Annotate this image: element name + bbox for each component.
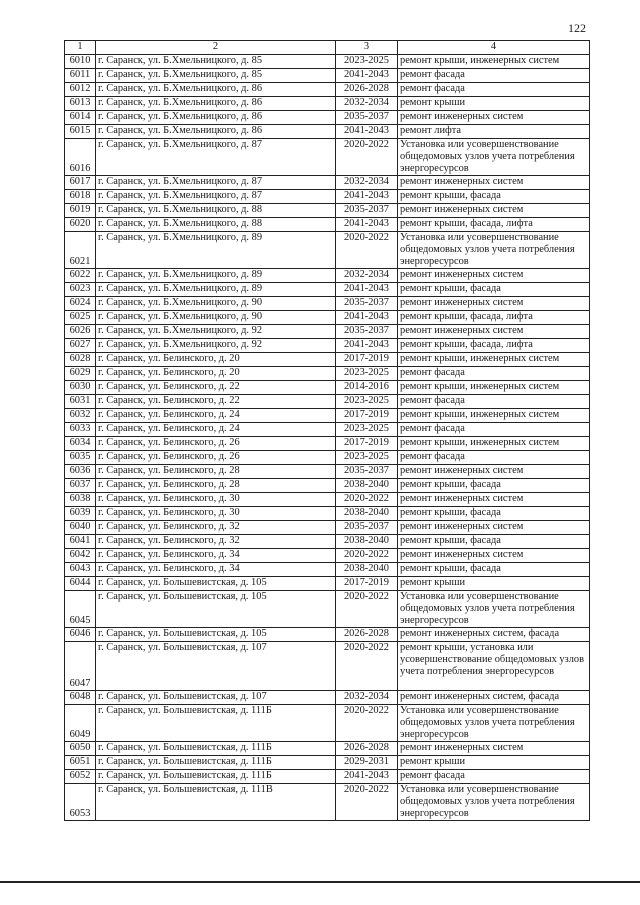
- row-work: ремонт инженерных систем: [398, 204, 590, 218]
- table-row: [65, 628, 590, 642]
- row-address: г. Саранск, ул. Большевистская, д. 105: [96, 577, 336, 591]
- row-address: г. Саранск, ул. Б.Хмельницкого, д. 90: [96, 297, 336, 311]
- row-address: г. Саранск, ул. Б.Хмельницкого, д. 87: [96, 139, 336, 176]
- table-row: [65, 55, 590, 69]
- table-row: [65, 111, 590, 125]
- row-work: ремонт крыши, инженерных систем: [398, 409, 590, 423]
- row-work: Установка или усовершенствование общедомовых узлов учета потребления энергоресурсов: [398, 139, 590, 176]
- table-row: [65, 283, 590, 297]
- row-address: г. Саранск, ул. Белинского, д. 32: [96, 521, 336, 535]
- row-number: 6046: [65, 628, 96, 642]
- column-header: 4: [398, 41, 590, 55]
- table-row: [65, 83, 590, 97]
- footer-rule: [0, 881, 640, 883]
- row-work: ремонт крыши, фасада: [398, 479, 590, 493]
- table-row: [65, 297, 590, 311]
- row-number: 6019: [65, 204, 96, 218]
- row-work: ремонт крыши, фасада, лифта: [398, 218, 590, 232]
- row-address: г. Саранск, ул. Большевистская, д. 111Б: [96, 705, 336, 742]
- row-work: ремонт крыши, фасада, лифта: [398, 311, 590, 325]
- table-row: [65, 742, 590, 756]
- row-number: 6040: [65, 521, 96, 535]
- row-address: г. Саранск, ул. Б.Хмельницкого, д. 85: [96, 55, 336, 69]
- row-number: 6025: [65, 311, 96, 325]
- row-number: 6038: [65, 493, 96, 507]
- row-period: 2020-2022: [336, 232, 398, 269]
- row-period: 2035-2037: [336, 521, 398, 535]
- row-address: г. Саранск, ул. Б.Хмельницкого, д. 92: [96, 325, 336, 339]
- row-address: г. Саранск, ул. Белинского, д. 26: [96, 437, 336, 451]
- row-period: 2032-2034: [336, 691, 398, 705]
- row-work: Установка или усовершенствование общедомовых узлов учета потребления энергоресурсов: [398, 232, 590, 269]
- table-row: [65, 325, 590, 339]
- row-period: 2020-2022: [336, 139, 398, 176]
- row-period: 2020-2022: [336, 642, 398, 691]
- table-row: [65, 339, 590, 353]
- table-row: [65, 451, 590, 465]
- table-row: [65, 784, 590, 821]
- row-address: г. Саранск, ул. Белинского, д. 26: [96, 451, 336, 465]
- row-period: 2041-2043: [336, 311, 398, 325]
- row-address: г. Саранск, ул. Б.Хмельницкого, д. 86: [96, 111, 336, 125]
- row-work: ремонт крыши, инженерных систем: [398, 437, 590, 451]
- row-work: ремонт лифта: [398, 125, 590, 139]
- row-number: 6042: [65, 549, 96, 563]
- table-row: [65, 479, 590, 493]
- row-number: 6014: [65, 111, 96, 125]
- row-period: 2038-2040: [336, 563, 398, 577]
- row-number: 6013: [65, 97, 96, 111]
- table-row: [65, 367, 590, 381]
- row-number: 6031: [65, 395, 96, 409]
- row-address: г. Саранск, ул. Б.Хмельницкого, д. 86: [96, 97, 336, 111]
- row-period: 2032-2034: [336, 176, 398, 190]
- table-row: [65, 437, 590, 451]
- row-number: 6021: [65, 232, 96, 269]
- row-work: ремонт крыши, фасада: [398, 535, 590, 549]
- row-period: 2020-2022: [336, 784, 398, 821]
- row-period: 2017-2019: [336, 437, 398, 451]
- row-work: ремонт фасада: [398, 69, 590, 83]
- row-work: ремонт крыши, установка или усовершенствование общедомовых узлов учета потребления энергоресурсов: [398, 642, 590, 691]
- row-address: г. Саранск, ул. Белинского, д. 34: [96, 563, 336, 577]
- table-row: [65, 176, 590, 190]
- row-address: г. Саранск, ул. Белинского, д. 30: [96, 507, 336, 521]
- row-address: г. Саранск, ул. Б.Хмельницкого, д. 89: [96, 269, 336, 283]
- row-period: 2035-2037: [336, 111, 398, 125]
- table-row: [65, 69, 590, 83]
- row-work: ремонт инженерных систем: [398, 297, 590, 311]
- row-address: г. Саранск, ул. Белинского, д. 28: [96, 479, 336, 493]
- row-period: 2023-2025: [336, 423, 398, 437]
- row-number: 6050: [65, 742, 96, 756]
- row-number: 6044: [65, 577, 96, 591]
- table-row: [65, 353, 590, 367]
- table-row: [65, 97, 590, 111]
- table-row: [65, 577, 590, 591]
- row-period: 2023-2025: [336, 451, 398, 465]
- row-address: г. Саранск, ул. Большевистская, д. 111Б: [96, 742, 336, 756]
- table-row: [65, 232, 590, 269]
- row-period: 2029-2031: [336, 756, 398, 770]
- row-work: ремонт инженерных систем: [398, 549, 590, 563]
- row-number: 6011: [65, 69, 96, 83]
- row-period: 2032-2034: [336, 269, 398, 283]
- row-address: г. Саранск, ул. Б.Хмельницкого, д. 86: [96, 125, 336, 139]
- row-address: г. Саранск, ул. Белинского, д. 20: [96, 353, 336, 367]
- row-work: ремонт крыши, инженерных систем: [398, 353, 590, 367]
- row-work: Установка или усовершенствование общедомовых узлов учета потребления энергоресурсов: [398, 591, 590, 628]
- row-period: 2020-2022: [336, 493, 398, 507]
- row-work: Установка или усовершенствование общедомовых узлов учета потребления энергоресурсов: [398, 705, 590, 742]
- row-work: ремонт крыши, фасада: [398, 563, 590, 577]
- row-period: 2017-2019: [336, 577, 398, 591]
- row-period: 2041-2043: [336, 770, 398, 784]
- row-number: 6041: [65, 535, 96, 549]
- row-number: 6051: [65, 756, 96, 770]
- row-period: 2041-2043: [336, 339, 398, 353]
- row-period: 2017-2019: [336, 409, 398, 423]
- row-period: 2026-2028: [336, 83, 398, 97]
- row-number: 6017: [65, 176, 96, 190]
- page-number: 122: [568, 21, 586, 35]
- row-period: 2041-2043: [336, 283, 398, 297]
- row-work: ремонт крыши: [398, 97, 590, 111]
- row-work: ремонт фасада: [398, 423, 590, 437]
- row-address: г. Саранск, ул. Большевистская, д. 111В: [96, 784, 336, 821]
- row-number: 6036: [65, 465, 96, 479]
- row-address: г. Саранск, ул. Белинского, д. 24: [96, 409, 336, 423]
- column-header: 3: [336, 41, 398, 55]
- row-work: ремонт крыши, фасада: [398, 507, 590, 521]
- row-period: 2017-2019: [336, 353, 398, 367]
- table-row: [65, 507, 590, 521]
- row-number: 6020: [65, 218, 96, 232]
- table-row: [65, 423, 590, 437]
- row-address: г. Саранск, ул. Белинского, д. 20: [96, 367, 336, 381]
- row-period: 2041-2043: [336, 218, 398, 232]
- row-work: ремонт инженерных систем: [398, 111, 590, 125]
- row-work: ремонт инженерных систем: [398, 176, 590, 190]
- row-number: 6023: [65, 283, 96, 297]
- row-number: 6032: [65, 409, 96, 423]
- table-row: [65, 204, 590, 218]
- row-number: 6012: [65, 83, 96, 97]
- row-address: г. Саранск, ул. Белинского, д. 32: [96, 535, 336, 549]
- table-row: [65, 493, 590, 507]
- row-address: г. Саранск, ул. Б.Хмельницкого, д. 85: [96, 69, 336, 83]
- row-period: 2038-2040: [336, 535, 398, 549]
- row-work: ремонт крыши, фасада: [398, 283, 590, 297]
- repair-schedule-table: [64, 40, 590, 821]
- row-work: ремонт инженерных систем: [398, 465, 590, 479]
- row-address: г. Саранск, ул. Б.Хмельницкого, д. 86: [96, 83, 336, 97]
- row-address: г. Саранск, ул. Б.Хмельницкого, д. 90: [96, 311, 336, 325]
- row-period: 2038-2040: [336, 479, 398, 493]
- row-work: ремонт фасада: [398, 770, 590, 784]
- table-row: [65, 756, 590, 770]
- row-address: г. Саранск, ул. Б.Хмельницкого, д. 89: [96, 283, 336, 297]
- row-address: г. Саранск, ул. Большевистская, д. 105: [96, 628, 336, 642]
- row-address: г. Саранск, ул. Белинского, д. 30: [96, 493, 336, 507]
- row-period: 2041-2043: [336, 69, 398, 83]
- row-work: ремонт фасада: [398, 451, 590, 465]
- table-row: [65, 642, 590, 691]
- row-period: 2023-2025: [336, 395, 398, 409]
- table-row: [65, 521, 590, 535]
- row-work: ремонт инженерных систем: [398, 742, 590, 756]
- row-work: ремонт инженерных систем: [398, 269, 590, 283]
- table-row: [65, 311, 590, 325]
- row-number: 6024: [65, 297, 96, 311]
- row-number: 6030: [65, 381, 96, 395]
- row-number: 6022: [65, 269, 96, 283]
- table-header-row: [65, 41, 590, 55]
- row-period: 2035-2037: [336, 465, 398, 479]
- row-number: 6034: [65, 437, 96, 451]
- row-work: ремонт инженерных систем: [398, 325, 590, 339]
- row-work: ремонт фасада: [398, 83, 590, 97]
- row-period: 2026-2028: [336, 628, 398, 642]
- column-header: 1: [65, 41, 96, 55]
- row-number: 6035: [65, 451, 96, 465]
- table-row: [65, 125, 590, 139]
- row-number: 6026: [65, 325, 96, 339]
- row-number: 6052: [65, 770, 96, 784]
- row-address: г. Саранск, ул. Белинского, д. 22: [96, 395, 336, 409]
- row-address: г. Саранск, ул. Большевистская, д. 105: [96, 591, 336, 628]
- table-row: [65, 563, 590, 577]
- row-period: 2038-2040: [336, 507, 398, 521]
- table-row: [65, 691, 590, 705]
- table-row: [65, 465, 590, 479]
- row-address: г. Саранск, ул. Большевистская, д. 111Б: [96, 756, 336, 770]
- table-row: [65, 139, 590, 176]
- row-number: 6037: [65, 479, 96, 493]
- row-number: 6045: [65, 591, 96, 628]
- row-address: г. Саранск, ул. Большевистская, д. 107: [96, 642, 336, 691]
- row-work: Установка или усовершенствование общедомовых узлов учета потребления энергоресурсов: [398, 784, 590, 821]
- row-period: 2041-2043: [336, 125, 398, 139]
- row-address: г. Саранск, ул. Белинского, д. 22: [96, 381, 336, 395]
- row-number: 6027: [65, 339, 96, 353]
- row-number: 6053: [65, 784, 96, 821]
- table-row: [65, 218, 590, 232]
- row-period: 2041-2043: [336, 190, 398, 204]
- row-address: г. Саранск, ул. Б.Хмельницкого, д. 88: [96, 218, 336, 232]
- row-address: г. Саранск, ул. Б.Хмельницкого, д. 89: [96, 232, 336, 269]
- row-work: ремонт крыши, фасада: [398, 190, 590, 204]
- table-row: [65, 190, 590, 204]
- row-work: ремонт крыши, фасада, лифта: [398, 339, 590, 353]
- row-number: 6047: [65, 642, 96, 691]
- row-number: 6029: [65, 367, 96, 381]
- row-work: ремонт фасада: [398, 395, 590, 409]
- row-number: 6015: [65, 125, 96, 139]
- row-period: 2020-2022: [336, 549, 398, 563]
- table-row: [65, 535, 590, 549]
- row-work: ремонт инженерных систем, фасада: [398, 691, 590, 705]
- row-work: ремонт крыши: [398, 756, 590, 770]
- row-period: 2014-2016: [336, 381, 398, 395]
- row-address: г. Саранск, ул. Белинского, д. 34: [96, 549, 336, 563]
- row-work: ремонт инженерных систем, фасада: [398, 628, 590, 642]
- row-number: 6049: [65, 705, 96, 742]
- row-number: 6016: [65, 139, 96, 176]
- row-number: 6028: [65, 353, 96, 367]
- row-address: г. Саранск, ул. Белинского, д. 28: [96, 465, 336, 479]
- table-row: [65, 381, 590, 395]
- row-work: ремонт инженерных систем: [398, 493, 590, 507]
- row-period: 2023-2025: [336, 55, 398, 69]
- row-period: 2035-2037: [336, 297, 398, 311]
- row-number: 6039: [65, 507, 96, 521]
- table-row: [65, 591, 590, 628]
- row-period: 2032-2034: [336, 97, 398, 111]
- row-work: ремонт фасада: [398, 367, 590, 381]
- table-row: [65, 395, 590, 409]
- table-row: [65, 269, 590, 283]
- row-work: ремонт крыши, инженерных систем: [398, 381, 590, 395]
- row-work: ремонт крыши, инженерных систем: [398, 55, 590, 69]
- table-row: [65, 705, 590, 742]
- row-address: г. Саранск, ул. Б.Хмельницкого, д. 88: [96, 204, 336, 218]
- table-body: [65, 55, 590, 821]
- row-period: 2023-2025: [336, 367, 398, 381]
- table-row: [65, 409, 590, 423]
- table-row: [65, 770, 590, 784]
- row-address: г. Саранск, ул. Большевистская, д. 111Б: [96, 770, 336, 784]
- row-period: 2020-2022: [336, 705, 398, 742]
- row-period: 2035-2037: [336, 204, 398, 218]
- row-number: 6018: [65, 190, 96, 204]
- row-work: ремонт инженерных систем: [398, 521, 590, 535]
- row-number: 6043: [65, 563, 96, 577]
- row-address: г. Саранск, ул. Б.Хмельницкого, д. 92: [96, 339, 336, 353]
- row-work: ремонт крыши: [398, 577, 590, 591]
- row-number: 6010: [65, 55, 96, 69]
- row-address: г. Саранск, ул. Б.Хмельницкого, д. 87: [96, 176, 336, 190]
- row-number: 6033: [65, 423, 96, 437]
- row-address: г. Саранск, ул. Белинского, д. 24: [96, 423, 336, 437]
- row-period: 2026-2028: [336, 742, 398, 756]
- table-row: [65, 549, 590, 563]
- row-period: 2020-2022: [336, 591, 398, 628]
- row-address: г. Саранск, ул. Б.Хмельницкого, д. 87: [96, 190, 336, 204]
- row-number: 6048: [65, 691, 96, 705]
- column-header: 2: [96, 41, 336, 55]
- row-address: г. Саранск, ул. Большевистская, д. 107: [96, 691, 336, 705]
- row-period: 2035-2037: [336, 325, 398, 339]
